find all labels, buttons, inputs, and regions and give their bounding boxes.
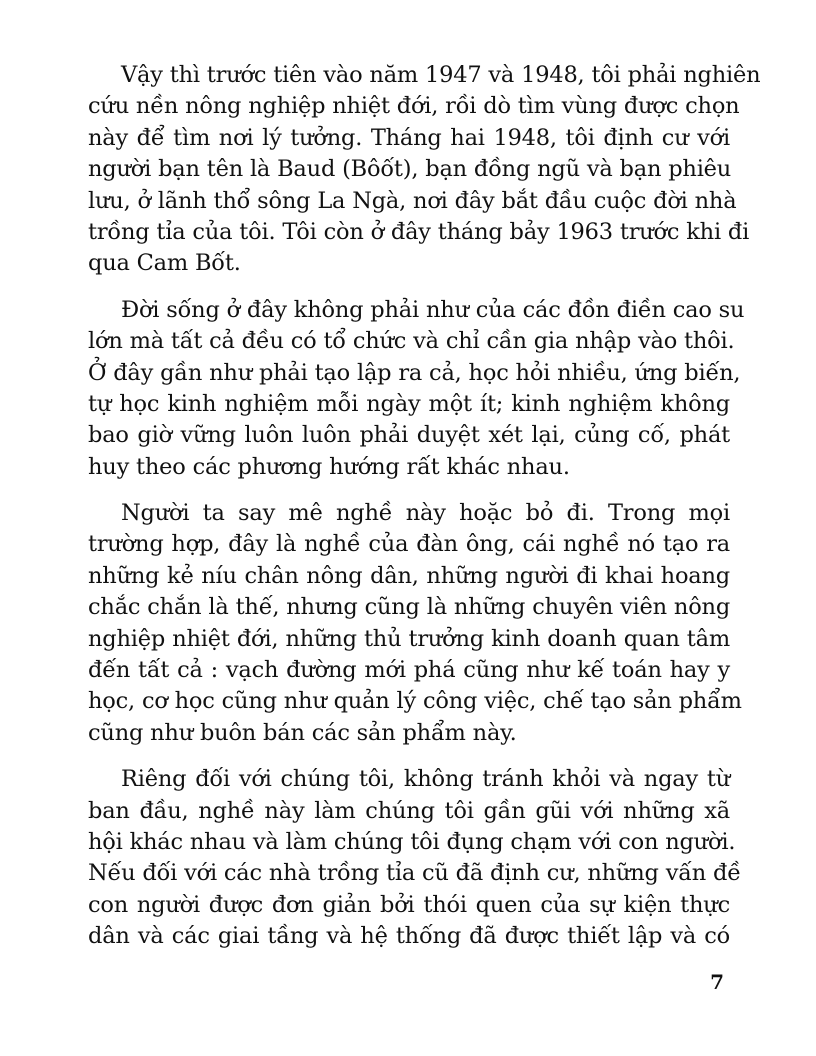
text-line: lưu, ở lãnh thổ sông La Ngà, nơi đây bắt đầu cuộc đời nhà	[88, 187, 737, 214]
text-line: trường hợp, đây là nghề của đàn ông, cái nghề nó tạo ra	[88, 531, 730, 558]
body-text	[88, 60, 761, 968]
text-line: cũng như buôn bán các sản phẩm này.	[88, 719, 517, 746]
text-line: huy theo các phương hướng rất khác nhau.	[88, 453, 570, 480]
text-line: Riêng đối với chúng tôi, không tránh khỏi và ngay từ	[121, 766, 730, 793]
text-line: học, cơ học cũng như quản lý công việc, chế tạo sản phẩm	[88, 688, 742, 715]
text-line: nghiệp nhiệt đới, những thủ trưởng kinh doanh quan tâm	[88, 625, 730, 652]
text-line: dân và các giai tầng và hệ thống đã được thiết lập và có	[88, 923, 730, 950]
text-line: Đời sống ở đây không phải như của các đồn điền cao su	[121, 296, 745, 323]
page-number: 7	[710, 970, 724, 994]
text-line: hội khác nhau và làm chúng tôi đụng chạm với con người.	[88, 828, 736, 855]
text-line: qua Cam Bốt.	[88, 250, 241, 277]
text-line: chắc chắn là thế, nhưng cũng là những chuyên viên nông	[88, 594, 731, 621]
text-line: đến tất cả : vạch đường mới phá cũng như kế toán hay y	[88, 657, 730, 684]
text-line: Nếu đối với các nhà trồng tỉa cũ đã định cư, những vấn đề	[88, 860, 741, 887]
text-line: lớn mà tất cả đều có tổ chức và chỉ cần gia nhập vào thôi.	[88, 328, 735, 355]
text-line: những kẻ níu chân nông dân, những người đi khai hoang	[88, 562, 730, 589]
text-line: ban đầu, nghề này làm chúng tôi gần gũi với những xã	[88, 797, 730, 824]
text-line: này để tìm nơi lý tưởng. Tháng hai 1948, tôi định cư với	[88, 124, 730, 151]
paragraph-4	[88, 764, 741, 952]
text-line: Ở đây gần như phải tạo lập ra cả, học hỏi nhiều, ứng biến,	[88, 359, 741, 386]
text-line: tự học kinh nghiệm mỗi ngày một ít; kinh nghiệm không	[88, 390, 730, 417]
text-line: trồng tỉa của tôi. Tôi còn ở đây tháng bảy 1963 trước khi đi	[88, 218, 750, 245]
text-line: cứu nền nông nghiệp nhiệt đới, rồi dò tìm vùng được chọn	[88, 93, 740, 120]
paragraph-2	[88, 295, 745, 483]
text-line: bao giờ vững luôn luôn phải duyệt xét lại, củng cố, phát	[88, 422, 730, 449]
text-line: Người ta say mê nghề này hoặc bỏ đi. Trong mọi	[121, 500, 730, 527]
text-line: người bạn tên là Baud (Bôốt), bạn đồng ngũ và bạn phiêu	[88, 156, 732, 183]
text-line: con người được đơn giản bởi thói quen của sự kiện thực	[88, 891, 730, 918]
paragraph-3	[88, 498, 742, 749]
text-line: Vậy thì trước tiên vào năm 1947 và 1948, tôi phải nghiên	[121, 62, 761, 88]
paragraph-1	[88, 60, 761, 280]
